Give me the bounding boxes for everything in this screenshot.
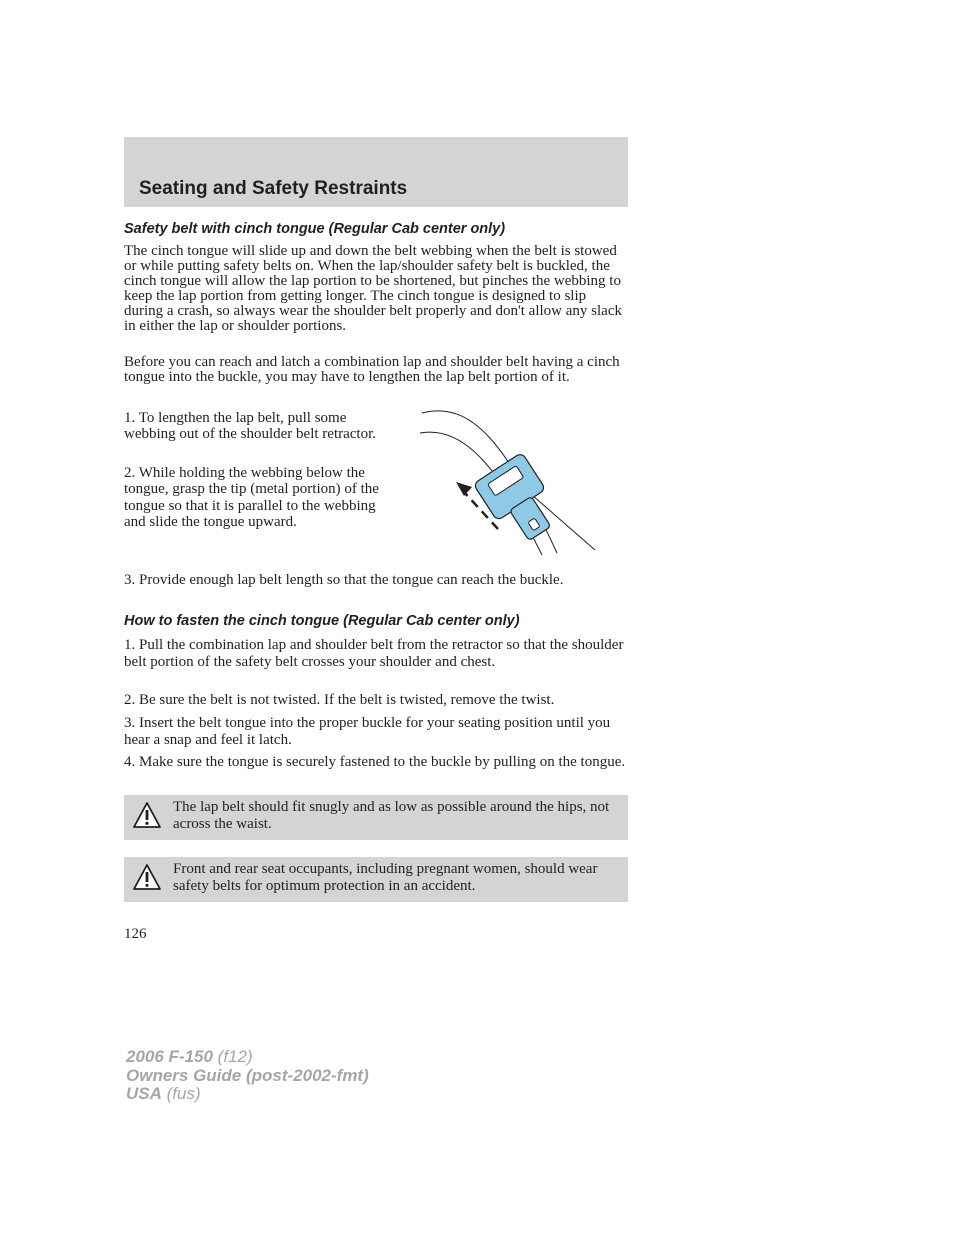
step-fasten-2: 2. Be sure the belt is not twisted. If the belt is twisted, remove the twist. bbox=[124, 692, 555, 708]
subheading-cinch-tongue: Safety belt with cinch tongue (Regular Cab center only) bbox=[124, 221, 506, 237]
section-title: Seating and Safety Restraints bbox=[139, 178, 408, 199]
step-lengthen-2: 2. While holding the webbing below the tongue, grasp the tip (metal portion) of the tongue so that it is parallel to the webbing and slide the tongue upward. bbox=[124, 465, 379, 531]
warning-text: Front and rear seat occupants, including pregnant women, should wear safety belts for optimum protection in an accident. bbox=[173, 861, 598, 894]
warning-triangle-icon bbox=[132, 801, 162, 829]
step-lengthen-1: 1. To lengthen the lap belt, pull some webbing out of the shoulder belt retractor. bbox=[124, 410, 377, 443]
warning-box-lap-belt bbox=[124, 795, 628, 840]
step-fasten-3: 3. Insert the belt tongue into the proper buckle for your seating position until you hear a snap and feel it latch. bbox=[124, 715, 611, 748]
paragraph-lengthen-intro: Before you can reach and latch a combination lap and shoulder belt having a cinch tongue into the buckle, you may have to lengthen the lap belt portion of it. bbox=[124, 354, 620, 385]
warning-text: The lap belt should fit snugly and as low as possible around the hips, not across the waist. bbox=[173, 799, 610, 832]
cinch-tongue-illustration bbox=[412, 405, 602, 555]
step-fasten-4: 4. Make sure the tongue is securely fastened to the buckle by pulling on the tongue. bbox=[124, 754, 626, 770]
step-fasten-1: 1. Pull the combination lap and shoulder belt from the retractor so that the shoulder belt portion of the safety belt crosses your shoulder and chest. bbox=[124, 637, 624, 670]
document-footer bbox=[126, 1048, 369, 1104]
footer-model-code: (f12) bbox=[212, 1047, 253, 1066]
warning-triangle-icon bbox=[132, 863, 162, 891]
page-number: 126 bbox=[124, 926, 147, 942]
footer-model: 2006 F-150 bbox=[126, 1047, 213, 1066]
paragraph-cinch-intro: The cinch tongue will slide up and down the belt webbing when the belt is stowed or while putting safety belts on. When the lap/shoulder safety belt is buckled, the cinch tongue will allow the lap portion to be shortened, but pinches the webbing to keep the lap portion from getting longer. The cinch tongue is designed to slip during a crash, so always wear the shoulder belt properly and don't allow any slack in either the lap or shoulder portions. bbox=[124, 243, 622, 334]
footer-market: USA bbox=[126, 1084, 162, 1103]
step-lengthen-3: 3. Provide enough lap belt length so that the tongue can reach the buckle. bbox=[124, 572, 564, 588]
warning-box-occupants bbox=[124, 857, 628, 902]
footer-market-code: (fus) bbox=[161, 1084, 201, 1103]
footer-guide: Owners Guide (post-2002-fmt) bbox=[126, 1065, 369, 1085]
subheading-fasten-cinch-tongue: How to fasten the cinch tongue (Regular Cab center only) bbox=[124, 613, 520, 629]
